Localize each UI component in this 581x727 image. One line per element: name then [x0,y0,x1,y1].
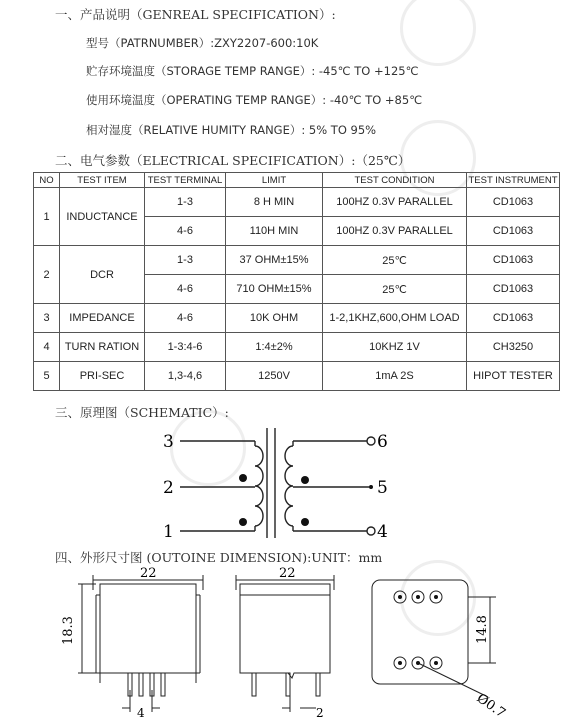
cell-item: DCR [60,246,145,304]
header-test-item: TEST ITEM [60,173,145,188]
section-electrical-heading: 二、电气参数（ELECTRICAL SPECIFICATION）:（25℃） [55,153,411,168]
part-number: 型号（PATRNUMBER）:ZXY2207-600:10K [86,36,319,50]
dim-width-side: 22 [279,566,296,581]
header-test-terminal: TEST TERMINAL [145,173,226,188]
operating-temp: 使用环境温度（OPERATING TEMP RANGE）: -40℃ TO +85℃ [86,93,423,107]
table-row [34,304,560,333]
cell-instrument: CD1063 [467,246,560,275]
table-row [34,333,560,362]
cell-terminal: 4-6 [145,217,226,246]
dim-bottom-pitch: 14.8 [475,615,490,644]
pin-label-6: 6 [377,432,388,452]
table-row [34,246,560,275]
cell-terminal: 1,3-4,6 [145,362,226,391]
cell-instrument: CD1063 [467,217,560,246]
cell-instrument: HIPOT TESTER [467,362,560,391]
dim-width-front: 22 [140,566,157,581]
cell-terminal: 1-3 [145,246,226,275]
pin-label-3: 3 [163,432,174,452]
cell-no: 5 [34,362,60,391]
cell-condition: 10KHZ 1V [323,333,467,362]
transformer-schematic [155,418,405,548]
cell-condition: 25℃ [323,275,467,304]
section-general-heading: 一、产品说明（GENREAL SPECIFICATION）: [55,7,336,22]
header-test-instrument: TEST INSTRUMENT [468,174,558,186]
header-limit: LIMIT [226,173,323,188]
cell-item: INDUCTANCE [60,188,145,246]
outline-drawings [0,560,581,727]
dim-pin-offset: 2 [316,706,324,720]
storage-temp: 贮存环境温度（STORAGE TEMP RANGE）: -45℃ TO +125℃ [86,64,419,78]
cell-no: 2 [34,246,60,304]
cell-instrument: CH3250 [467,333,560,362]
dim-pin-diameter: Ø0.7 [473,690,508,722]
section-outline-heading: 四、外形尺寸图 (OUTOINE DIMENSION):UNIT：mm [55,550,383,565]
cell-instrument: CD1063 [467,275,560,304]
table-row [34,188,560,217]
table-row [34,362,560,391]
polarity-dot [239,518,247,526]
cell-condition: 1mA 2S [323,362,467,391]
cell-condition: 25℃ [323,246,467,275]
cell-limit: 8 H MIN [226,188,323,217]
pin-label-4: 4 [377,522,388,542]
table-header-row [34,173,560,188]
cell-item: TURN RATION [60,333,145,362]
header-no: NO [34,173,60,188]
pin-label-2: 2 [163,478,174,498]
cell-no: 4 [34,333,60,362]
polarity-dot [301,518,309,526]
section-schematic-heading: 三、原理图（SCHEMATIC）: [55,405,229,420]
pin-label-1: 1 [163,522,174,542]
pin-label-5: 5 [377,478,388,498]
cell-condition: 1-2,1KHZ,600,OHM LOAD [323,304,467,333]
polarity-dot [239,474,247,482]
cell-item: PRI-SEC [60,362,145,391]
cell-limit: 1250V [226,362,323,391]
cell-condition: 100HZ 0.3V PARALLEL [323,188,467,217]
pin-dot [369,485,373,489]
cell-no: 1 [34,188,60,246]
humidity: 相对湿度（RELATIVE HUMITY RANGE）: 5% TO 95% [86,123,377,137]
cell-limit: 110H MIN [226,217,323,246]
cell-condition: 100HZ 0.3V PARALLEL [323,217,467,246]
dim-height-front: 18.3 [61,616,76,645]
electrical-spec-table [33,172,560,391]
header-test-condition: TEST CONDITION [323,173,467,188]
polarity-dot [301,476,309,484]
cell-limit: 1:4±2% [226,333,323,362]
dim-pin-pitch: 4 [137,706,145,720]
cell-instrument: CD1063 [467,188,560,217]
cell-limit: 37 OHM±15% [226,246,323,275]
cell-limit: 10K OHM [226,304,323,333]
watermark [400,0,476,66]
cell-no: 3 [34,304,60,333]
cell-instrument: CD1063 [467,304,560,333]
cell-terminal: 4-6 [145,304,226,333]
cell-terminal: 4-6 [145,275,226,304]
cell-item: IMPEDANCE [60,304,145,333]
cell-limit: 710 OHM±15% [226,275,323,304]
cell-terminal: 1-3 [145,188,226,217]
cell-terminal: 1-3:4-6 [145,333,226,362]
